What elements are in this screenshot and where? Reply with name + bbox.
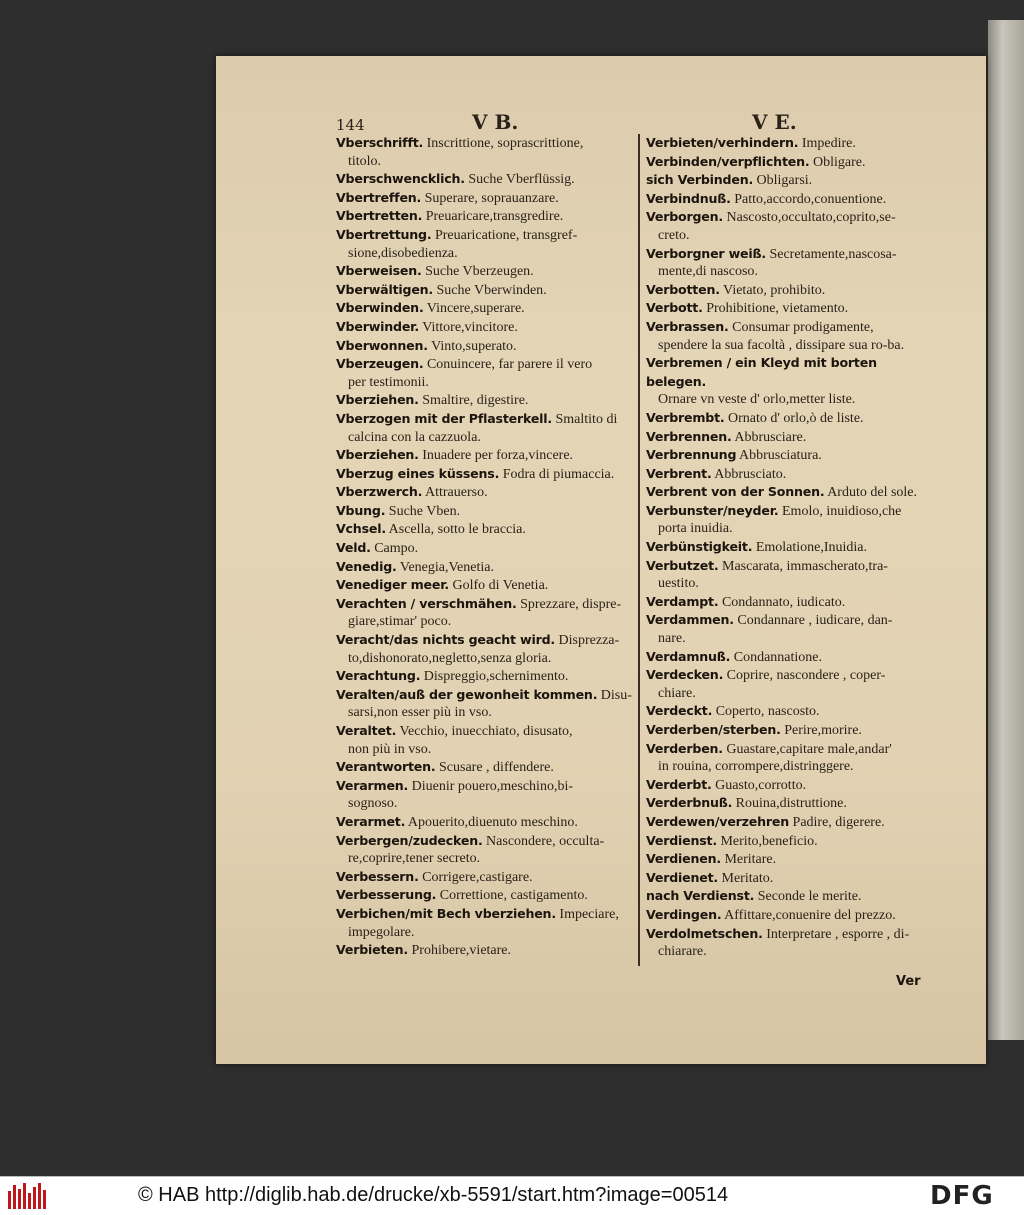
entry-headword: Verborgen. [646, 209, 723, 225]
dictionary-entry [646, 281, 938, 300]
entry-gloss: Condannatione. [730, 649, 822, 665]
entry-headword: Verbünstigkeit. [646, 539, 753, 555]
dictionary-entry [336, 886, 634, 905]
entry-headword: Verdeckt. [646, 703, 713, 719]
entry-headword: sich Verbinden. [646, 172, 754, 188]
dictionary-entry [646, 299, 938, 318]
entry-gloss: Prohibitione, vietamento. [702, 301, 849, 317]
dictionary-entry [336, 832, 634, 868]
entry-gloss: Nascondere, occulta- [482, 833, 605, 849]
dictionary-entry [336, 722, 634, 758]
dictionary-entry [336, 595, 634, 631]
dictionary-entry [336, 465, 634, 484]
entry-headword: Veld. [336, 540, 371, 556]
dictionary-entry [336, 170, 634, 189]
dictionary-entry [646, 208, 938, 244]
entry-headword: Vbertrettung. [336, 226, 432, 242]
page-number: 144 [336, 116, 365, 134]
dictionary-entry [336, 410, 634, 446]
entry-gloss: Merito,beneficio. [716, 833, 818, 849]
dictionary-entry [646, 887, 938, 906]
dictionary-entry [646, 925, 938, 961]
entry-gloss: Coprire, nascondere , coper- [723, 668, 886, 684]
dictionary-entry [646, 428, 938, 447]
entry-headword: Veralten/auß der gewonheit kommen. [336, 686, 598, 702]
entry-headword: Verbunster/neyder. [646, 502, 779, 518]
entry-headword: Verdienet. [646, 869, 718, 885]
dictionary-entry [646, 832, 938, 851]
entry-gloss: Golfo di Venetia. [449, 578, 549, 594]
entry-headword: nach Verdienst. [646, 888, 755, 904]
dictionary-entry [646, 171, 938, 190]
dictionary-entry [646, 794, 938, 813]
entry-continuation: giare,stimar' poco. [348, 614, 452, 630]
dictionary-entry [646, 702, 938, 721]
column-rule [638, 134, 640, 966]
entry-continuation: chiare. [658, 685, 696, 701]
entry-gloss: Seconde le merite. [754, 889, 862, 905]
dictionary-entry [336, 391, 634, 410]
entry-gloss: Suche Vberwinden. [433, 282, 547, 298]
entry-gloss: Scusare , diffendere. [435, 760, 554, 776]
entry-gloss: Vinto,superato. [427, 338, 517, 354]
dictionary-entry [336, 667, 634, 686]
entry-gloss: Diuenir pouero,meschino,bi- [408, 778, 573, 794]
dictionary-entry [646, 740, 938, 776]
next-page-edge [988, 20, 1024, 1040]
dictionary-entry [646, 134, 938, 153]
dictionary-entry [336, 207, 634, 226]
entry-gloss: Inuadere per forza,vincere. [418, 448, 574, 464]
entry-continuation: re,coprire,tener secreto. [348, 851, 481, 867]
entry-headword: Verborgner weiß. [646, 245, 766, 261]
entry-headword: Verbinden/verpflichten. [646, 153, 810, 169]
entry-headword: Vberwinden. [336, 300, 424, 316]
dictionary-entry [336, 905, 634, 941]
entry-headword: Verderben/sterben. [646, 722, 781, 737]
dictionary-entry [646, 776, 938, 795]
entry-gloss: Abbrusciato. [711, 466, 787, 482]
entry-gloss: Obligare. [809, 154, 866, 170]
dictionary-entry [336, 558, 634, 577]
entry-gloss: Abbrusciatura. [736, 448, 822, 464]
right-column [646, 134, 938, 961]
entry-gloss: Suche Vben. [385, 503, 461, 519]
entry-headword: Verbieten. [336, 942, 408, 958]
entry-gloss: Perire,morire. [780, 723, 862, 738]
entry-continuation: non più in vso. [348, 741, 432, 757]
entry-gloss: Rouina,distruttione. [732, 796, 847, 812]
entry-headword: Verdewen/verzehren [646, 813, 790, 829]
entry-headword: Verdienen. [646, 851, 721, 867]
dictionary-entry [646, 483, 938, 502]
entry-headword: Vchsel. [336, 521, 386, 537]
entry-gloss: Suche Vberzeugen. [421, 264, 534, 280]
entry-headword: Venedig. [336, 558, 397, 574]
entry-gloss: Arduto del sole. [824, 485, 918, 501]
entry-gloss: Ornato d' orlo,ò de liste. [724, 410, 864, 426]
entry-gloss: Guastare,capitare male,andar' [722, 741, 892, 757]
entry-gloss: Interpretare , esporre , di- [762, 926, 910, 942]
entry-gloss: Vincere,superare. [423, 301, 525, 317]
catchword: Ver [896, 974, 921, 989]
entry-headword: Vberziehen. [336, 447, 419, 463]
entry-headword: Vberzwerch. [336, 484, 423, 500]
entry-headword: Vbertreffen. [336, 189, 422, 205]
entry-headword: Verbichen/mit Bech vberziehen. [336, 905, 556, 921]
entry-headword: Verdamnuß. [646, 648, 731, 664]
dictionary-entry [336, 189, 634, 208]
entry-headword: Verbessern. [336, 868, 419, 884]
entry-headword: Verdecken. [646, 667, 724, 683]
entry-headword: Verbieten/verhindern. [646, 135, 799, 150]
entry-gloss: Padire, digerere. [789, 814, 885, 830]
dictionary-entry [646, 611, 938, 647]
dictionary-entry [336, 576, 634, 595]
hab-logo-icon [8, 1183, 48, 1209]
left-column [336, 134, 634, 960]
entry-headword: Veraltet. [336, 723, 397, 738]
entry-headword: Verbesserung. [336, 887, 437, 903]
entry-headword: Verbindnuß. [646, 190, 731, 206]
entry-headword: Vberziehen. [336, 392, 419, 408]
dictionary-entry [646, 538, 938, 557]
entry-headword: Vberschrifft. [336, 135, 424, 150]
dictionary-entry [646, 318, 938, 354]
entry-headword: Verachten / verschmähen. [336, 595, 517, 611]
entry-continuation: porta inuidia. [658, 521, 733, 537]
entry-gloss: Condannare , iudicare, dan- [733, 613, 893, 629]
entry-continuation: uestito. [658, 576, 699, 592]
entry-gloss: Meritato. [718, 870, 774, 886]
entry-headword: Vberzogen mit der Pflasterkell. [336, 410, 552, 426]
dictionary-entry [336, 318, 634, 337]
entry-headword: Verbott. [646, 300, 703, 316]
entry-gloss: Dispreggio,schernimento. [420, 669, 569, 685]
dfg-logo: DFG [930, 1181, 994, 1211]
dictionary-entry [336, 631, 634, 667]
entry-headword: Verarmet. [336, 813, 406, 829]
entry-gloss: Coperto, nascosto. [712, 704, 820, 720]
dictionary-entry [646, 502, 938, 538]
dictionary-entry [646, 666, 938, 702]
entry-continuation: creto. [658, 227, 690, 243]
entry-continuation: sarsi,non esser più in vso. [348, 705, 492, 721]
entry-headword: Verbrent von der Sonnen. [646, 484, 825, 500]
dictionary-entry [646, 190, 938, 209]
entry-headword: Verantworten. [336, 759, 436, 775]
entry-continuation: sognoso. [348, 796, 398, 812]
entry-gloss: Guasto,corrotto. [711, 777, 807, 793]
dictionary-entry [336, 134, 634, 170]
entry-headword: Verdingen. [646, 906, 722, 922]
dictionary-entry [646, 465, 938, 484]
entry-headword: Verdampt. [646, 593, 719, 609]
entry-gloss: Preuaricatione, transgref- [431, 227, 578, 243]
dictionary-entry [646, 446, 938, 465]
entry-headword: Vberwonnen. [336, 337, 428, 353]
entry-headword: Verbutzet. [646, 557, 719, 573]
dictionary-entry [646, 850, 938, 869]
entry-gloss: Patto,accordo,conuentione. [730, 191, 887, 207]
entry-gloss: Emolatione,Inuidia. [752, 540, 868, 556]
entry-gloss: Inscrittione, soprascrittione, [423, 136, 584, 151]
dictionary-entry [646, 648, 938, 667]
entry-headword: Verdolmetschen. [646, 925, 763, 941]
dictionary-entry [336, 446, 634, 465]
entry-headword: Verbotten. [646, 281, 720, 297]
entry-headword: Vberwältigen. [336, 281, 434, 297]
entry-gloss: Fodra di piumaccia. [499, 466, 615, 482]
entry-continuation: to,dishonorato,negletto,senza gloria. [348, 650, 552, 666]
entry-headword: Verderbnuß. [646, 795, 733, 811]
dictionary-entry [336, 758, 634, 777]
entry-gloss: Vittore,vincitore. [419, 319, 518, 335]
entry-continuation: mente,di nascoso. [658, 264, 758, 280]
entry-gloss: Prohibere,vietare. [408, 943, 512, 959]
entry-gloss: Conuincere, far parere il vero [423, 357, 593, 373]
entry-headword: Verbrennen. [646, 428, 732, 444]
entry-continuation: titolo. [348, 153, 382, 169]
entry-gloss: Corrigere,castigare. [418, 869, 533, 885]
entry-gloss: Obligarsi. [753, 173, 813, 189]
entry-headword: Verbrent. [646, 465, 712, 481]
dictionary-entry [646, 721, 938, 740]
entry-gloss: Smaltito di [552, 411, 618, 427]
dictionary-entry [646, 869, 938, 888]
dictionary-entry [646, 593, 938, 612]
dictionary-entry [646, 153, 938, 172]
entry-gloss: Disu- [597, 687, 632, 703]
entry-headword: Vbung. [336, 502, 386, 518]
entry-gloss: Impeciare, [555, 906, 619, 922]
entry-headword: Verbergen/zudecken. [336, 832, 483, 848]
entry-gloss: Consumar prodigamente, [728, 319, 874, 335]
entry-headword: Verbrennung [646, 447, 737, 463]
entry-headword: Vberzug eines küssens. [336, 465, 500, 481]
entry-headword: Verbremen / ein Kleyd mit borten belegen. [646, 355, 877, 389]
dictionary-entry [646, 409, 938, 428]
entry-gloss: Secretamente,nascosa- [765, 246, 897, 262]
dictionary-entry [646, 557, 938, 593]
dictionary-entry [336, 226, 634, 262]
dictionary-entry [336, 813, 634, 832]
entry-gloss: Vietato, prohibito. [719, 282, 826, 298]
entry-headword: Veracht/das nichts geacht wird. [336, 632, 556, 648]
entry-gloss: Attrauerso. [422, 485, 488, 501]
dictionary-entry [336, 777, 634, 813]
entry-continuation: calcina con la cazzuola. [348, 429, 481, 445]
entry-gloss: Correttione, castigamento. [436, 888, 588, 904]
entry-headword: Verdammen. [646, 612, 734, 628]
entry-headword: Verachtung. [336, 668, 421, 684]
dictionary-entry [336, 686, 634, 722]
entry-continuation: spendere la sua facoltà , dissipare sua ro-ba. [658, 337, 905, 353]
dictionary-entry [646, 354, 938, 409]
entry-headword: Verarmen. [336, 777, 409, 793]
entry-headword: Verdienst. [646, 832, 717, 848]
entry-headword: Vberschwencklich. [336, 171, 465, 187]
copyright-url[interactable]: © HAB http://diglib.hab.de/drucke/xb-5591/start.htm?image=00514 [138, 1184, 729, 1206]
dictionary-entry [336, 281, 634, 300]
entry-continuation: Ornare vn veste d' orlo,metter liste. [658, 392, 856, 408]
dictionary-entry [336, 337, 634, 356]
entry-gloss: Abbrusciare. [731, 429, 807, 445]
entry-gloss: Smaltire, digestire. [418, 393, 529, 409]
entry-headword: Verbrembt. [646, 409, 725, 425]
entry-gloss: Mascarata, immascherato,tra- [718, 558, 888, 574]
dictionary-entry [336, 483, 634, 502]
entry-continuation: nare. [658, 631, 686, 647]
entry-gloss: Suche Vberflüssig. [464, 172, 575, 188]
entry-headword: Vbertretten. [336, 208, 423, 224]
entry-gloss: Nascosto,occultato,coprito,se- [723, 210, 896, 226]
dictionary-entry [336, 941, 634, 960]
dictionary-entry [646, 813, 938, 832]
entry-gloss: Meritare. [720, 852, 777, 868]
dictionary-entry [336, 502, 634, 521]
dictionary-entry [336, 262, 634, 281]
entry-gloss: Campo. [370, 541, 419, 557]
dictionary-entry [646, 906, 938, 925]
entry-headword: Verbrassen. [646, 318, 729, 334]
entry-gloss: Impedire. [798, 136, 856, 151]
entry-headword: Vberzeugen. [336, 356, 424, 372]
entry-headword: Venediger meer. [336, 577, 449, 593]
entry-gloss: Emolo, inuidioso,che [778, 503, 902, 519]
entry-continuation: impegolare. [348, 924, 415, 940]
dictionary-entry [336, 539, 634, 558]
running-header-left: V B. [472, 110, 519, 134]
entry-continuation: sione,disobedienza. [348, 245, 458, 261]
entry-headword: Vberwinder. [336, 318, 419, 334]
running-header-right: V E. [752, 110, 797, 134]
entry-gloss: Venegia,Venetia. [396, 559, 494, 575]
entry-gloss: Vecchio, inuecchiato, disusato, [396, 724, 573, 739]
entry-gloss: Superare, soprauanzare. [421, 190, 559, 206]
entry-continuation: chiarare. [658, 944, 707, 960]
entry-gloss: Disprezza- [555, 633, 620, 649]
entry-gloss: Affittare,conuenire del prezzo. [721, 907, 896, 923]
dictionary-entry [336, 299, 634, 318]
entry-gloss: Condannato, iudicato. [718, 594, 846, 610]
entry-headword: Verderbt. [646, 776, 712, 792]
entry-gloss: Preuaricare,transgredire. [422, 209, 564, 225]
dictionary-entry [336, 520, 634, 539]
viewer-footer [0, 1176, 1024, 1215]
entry-headword: Verderben. [646, 740, 723, 756]
entry-continuation: in rouina, corrompere,distringgere. [658, 759, 854, 775]
dictionary-entry [646, 245, 938, 281]
entry-gloss: Apouerito,diuenuto meschino. [405, 814, 578, 830]
entry-gloss: Sprezzare, dispre- [516, 596, 622, 612]
entry-headword: Vberweisen. [336, 263, 422, 279]
entry-gloss: Ascella, sotto le braccia. [385, 522, 526, 538]
dictionary-entry [336, 868, 634, 887]
entry-continuation: per testimonii. [348, 374, 429, 390]
dictionary-entry [336, 355, 634, 391]
